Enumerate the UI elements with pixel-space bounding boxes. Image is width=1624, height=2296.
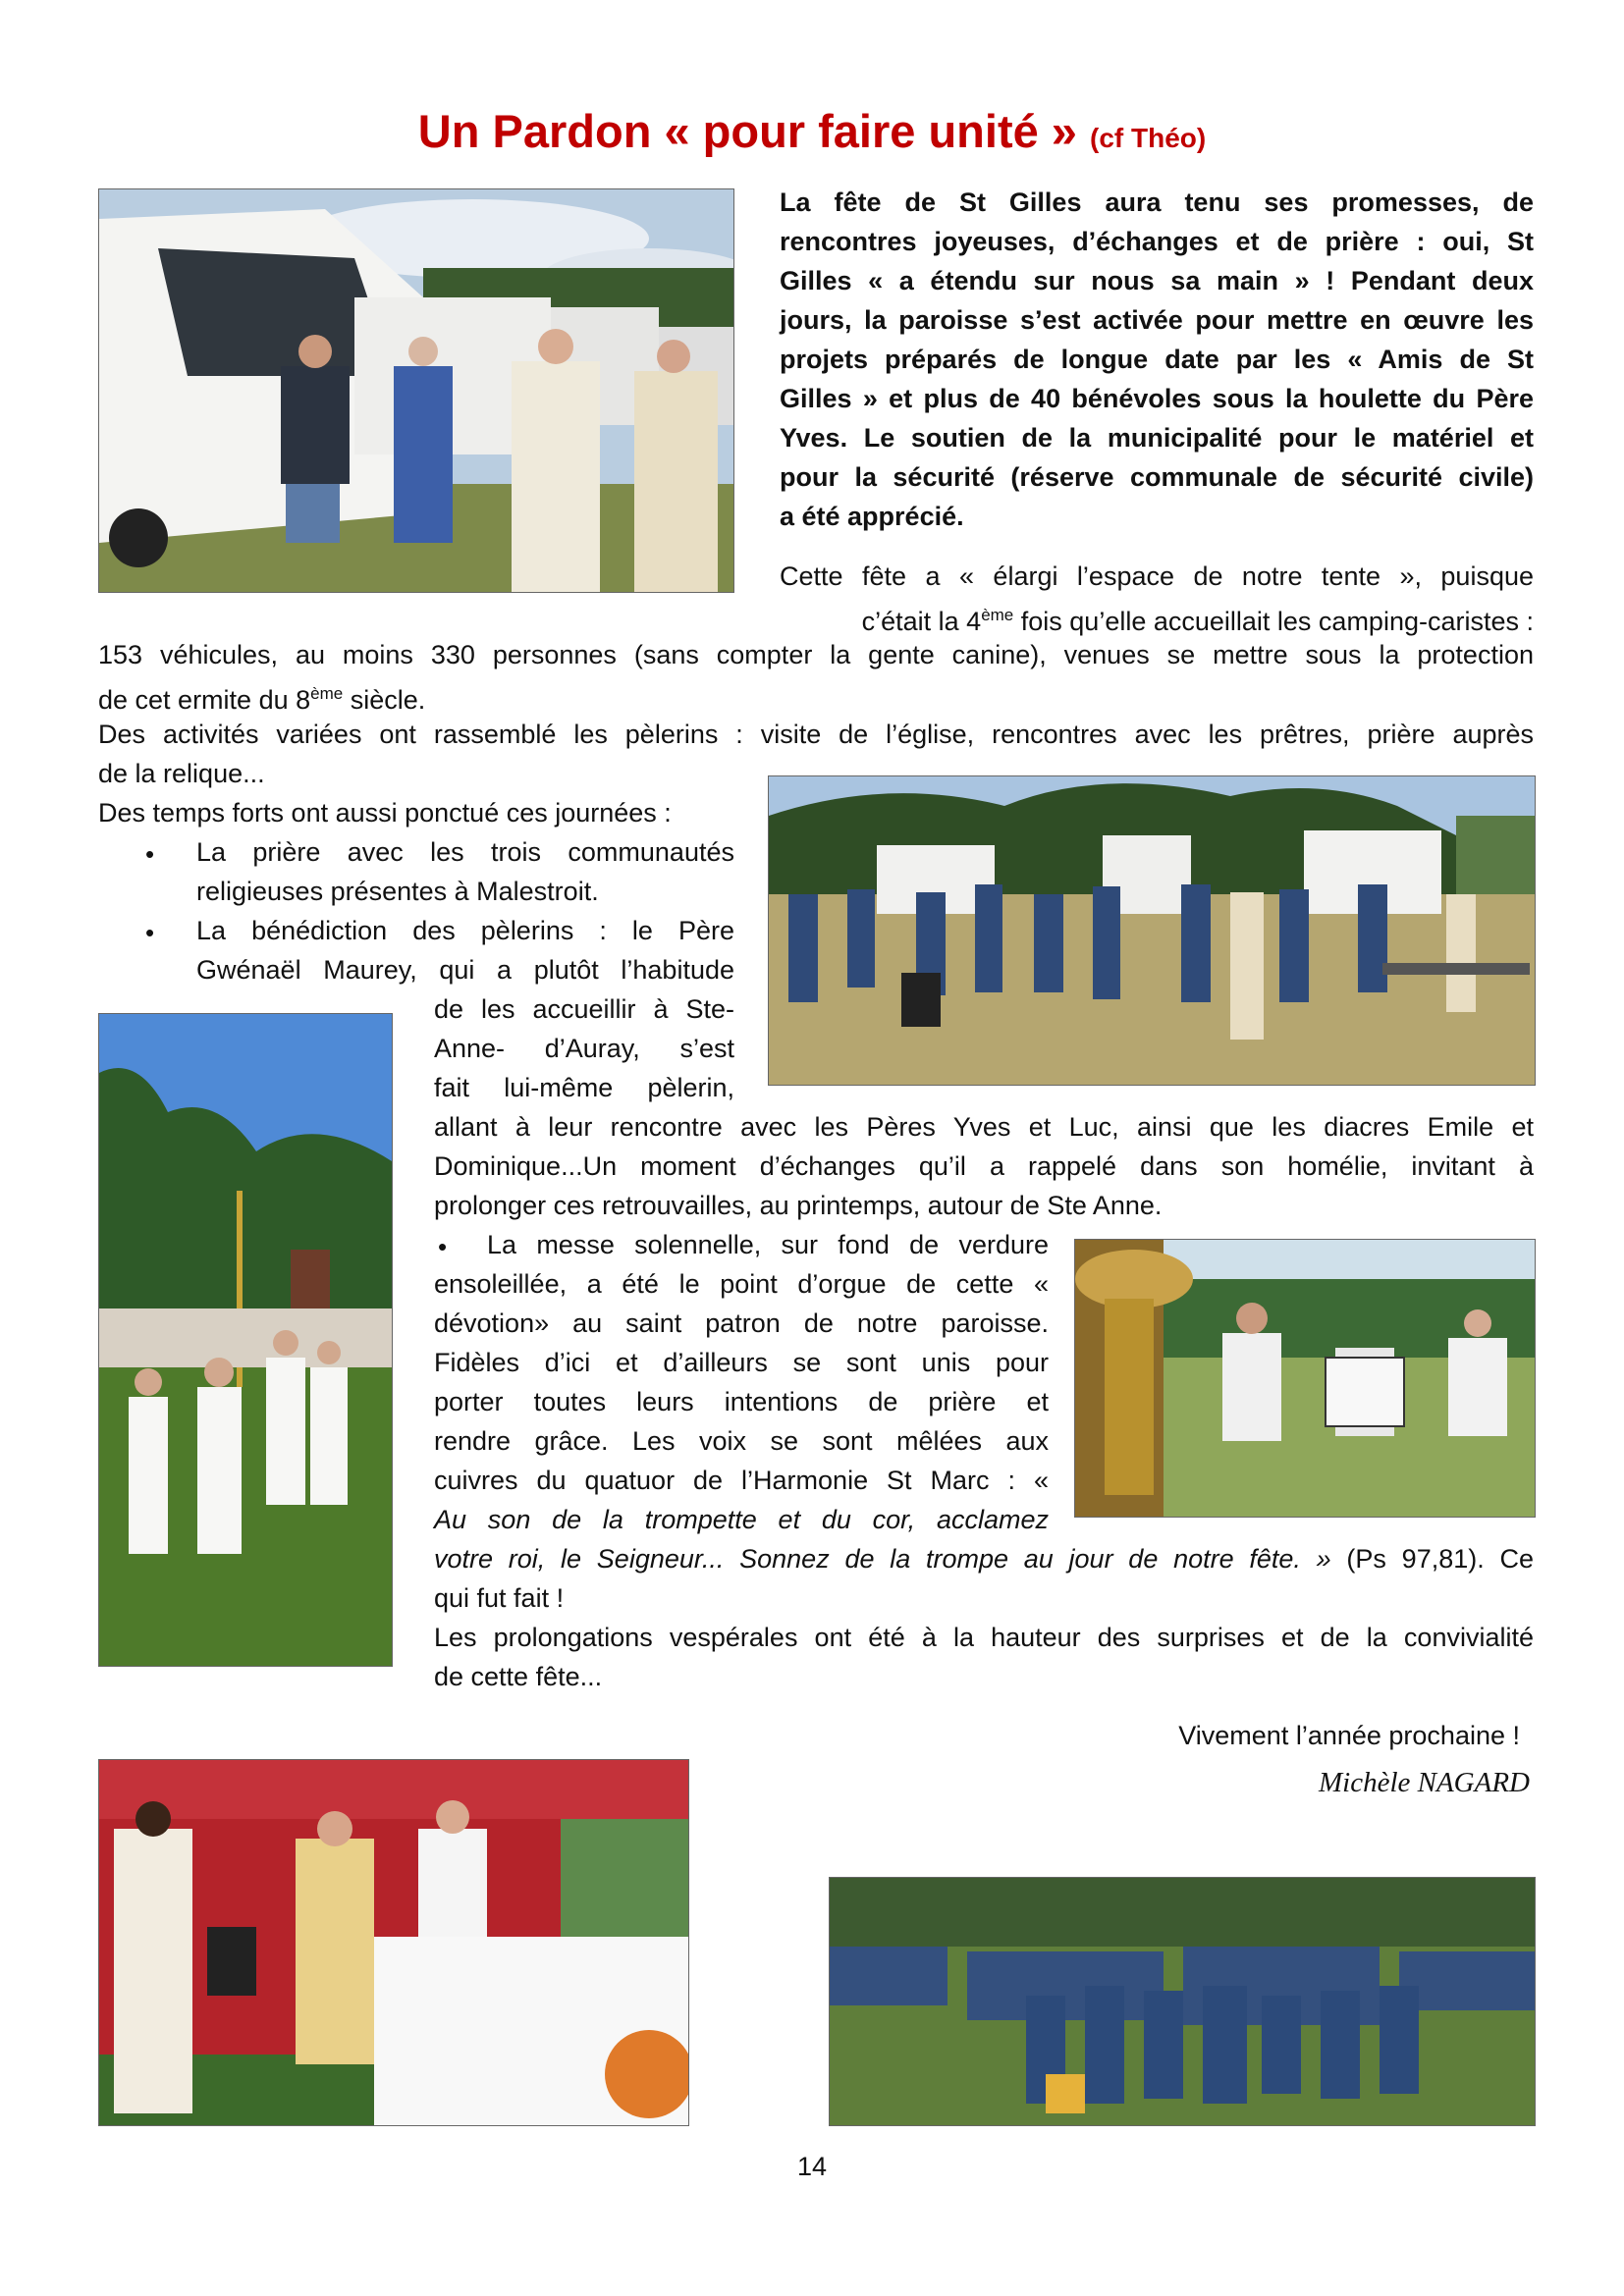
bullet3-line: dévotion» au saint patron de notre paroisse.: [434, 1308, 1049, 1338]
para4-line: de cette fête...: [434, 1662, 603, 1691]
bullet-point: •: [145, 839, 155, 869]
para1-line: de cet ermite du 8ème siècle.: [98, 684, 426, 715]
intro-line: projets préparés de longue date par les « Amis de St: [780, 345, 1534, 374]
bullet3-line: rendre grâce. Les voix se sont mêlées aux: [434, 1426, 1049, 1456]
para2-line: Des activités variées ont rassemblé les pèlerins : visite de l’église, rencontres avec les prêtres, prière auprès: [98, 720, 1534, 749]
author-signature: Michèle NAGARD: [1318, 1767, 1530, 1798]
intro-line: Yves. Le soutien de la municipalité pour le matériel et: [780, 423, 1534, 453]
bullet3-line: qui fut fait !: [434, 1583, 565, 1613]
bullet3-line: La messe solennelle, sur fond de verdure: [487, 1230, 1049, 1259]
bullet-point: •: [438, 1232, 448, 1261]
bullet3-line: porter toutes leurs intentions de prière et: [434, 1387, 1049, 1416]
photo-crowd: [829, 1877, 1536, 2126]
intro-line: rencontres joyeuses, d’échanges et de prière : oui, St: [780, 227, 1534, 256]
photo-procession: [98, 1013, 393, 1667]
bullet1-line: La prière avec les trois communautés: [196, 837, 734, 867]
intro-line: jours, la paroisse s’est activée pour mettre en œuvre les: [780, 305, 1534, 335]
bullet2-line: Dominique...Un moment d’échanges qu’il a rappelé dans son homélie, invitant à: [434, 1151, 1534, 1181]
title-reference: (cf Théo): [1090, 123, 1207, 153]
intro-paragraph: [780, 183, 1534, 536]
title-main: Un Pardon « pour faire unité »: [417, 105, 1077, 157]
bullet2-line: Gwénaël Maurey, qui a plutôt l’habitude: [196, 955, 734, 985]
bullet2-line: prolonger ces retrouvailles, au printemps, autour de Ste Anne.: [434, 1191, 1163, 1220]
bullet2-line: La bénédiction des pèlerins : le Père: [196, 916, 734, 945]
intro-line: a été apprécié.: [780, 502, 964, 531]
bullet1-line: religieuses présentes à Malestroit.: [196, 877, 599, 906]
closing-line: Vivement l’année prochaine !: [1178, 1721, 1520, 1750]
page-number: 14: [796, 2152, 828, 2181]
para4-line: Les prolongations vespérales ont été à la hauteur des surprises et de la convivialité: [434, 1623, 1534, 1652]
bullet2-line: fait lui-même pèlerin,: [434, 1073, 734, 1102]
intro-line: Gilles » et plus de 40 bénévoles sous la houlette du Père: [780, 384, 1534, 413]
photo-altar-mass: [98, 1759, 689, 2126]
para1-line: c’était la 4ème fois qu’elle accueillait les camping-caristes :: [861, 606, 1534, 636]
para1-line: 153 véhicules, au moins 330 personnes (sans compter la gente canine), venues se mettre sous la protection: [98, 640, 1534, 669]
photo-group-prayer: [768, 775, 1536, 1086]
bullet2-line: de les accueillir à Ste-: [434, 994, 734, 1024]
para3-intro: Des temps forts ont aussi ponctué ces journées :: [98, 798, 672, 828]
bullet3-line: votre roi, le Seigneur... Sonnez de la trompe au jour de notre fête. » (Ps 97,81). Ce: [434, 1544, 1535, 1574]
bullet3-line: ensoleillée, a été le point d’orgue de cette «: [434, 1269, 1049, 1299]
para2-line: de la relique...: [98, 759, 265, 788]
photo-camper-blessing: [98, 188, 734, 593]
para1-line: Cette fête a « élargi l’espace de notre tente », puisque: [780, 561, 1534, 591]
bullet3-line: Fidèles d’ici et d’ailleurs se sont unis pour: [434, 1348, 1049, 1377]
intro-line: Gilles « a étendu sur nous sa main » ! Pendant deux: [780, 266, 1534, 295]
bullet3-line: Au son de la trompette et du cor, acclamez: [434, 1505, 1049, 1534]
bullet3-line: cuivres du quatuor de l’Harmonie St Marc : «: [434, 1466, 1049, 1495]
bullet2-line: Anne- d’Auray, s’est: [434, 1034, 734, 1063]
bullet-point: •: [145, 918, 155, 947]
bullet2-line: allant à leur rencontre avec les Pères Yves et Luc, ainsi que les diacres Emile et: [434, 1112, 1534, 1142]
photo-brass-band: [1074, 1239, 1536, 1518]
intro-line: La fête de St Gilles aura tenu ses promesses, de: [780, 187, 1534, 217]
page-title: [0, 102, 1624, 168]
intro-line: pour la sécurité (réserve communale de sécurité civile): [780, 462, 1534, 492]
